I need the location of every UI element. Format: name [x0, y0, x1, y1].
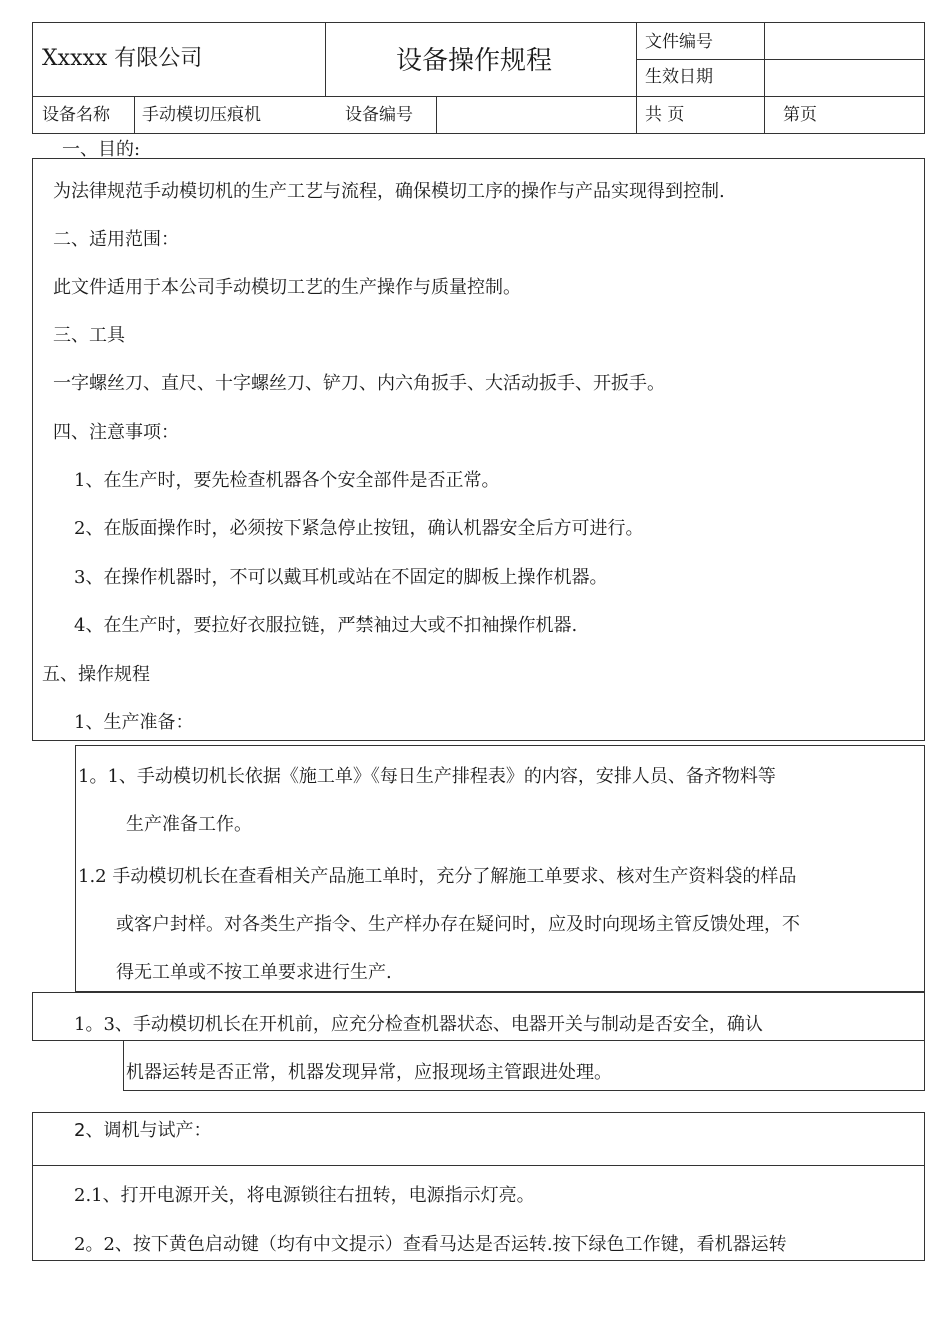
company-name: Xxxxx 有限公司 — [42, 46, 203, 71]
header-row-divider — [32, 96, 925, 97]
prep-heading: 1、生产准备： — [74, 712, 194, 733]
tools-text: 一字螺丝刀、直尺、十字螺丝刀、铲刀、内六角扳手、大活动扳手、开扳手。 — [53, 373, 665, 394]
effective-date-label: 生效日期 — [645, 67, 713, 87]
header-col-divider — [325, 22, 326, 96]
purpose-text: 为法律规范手动模切机的生产工艺与流程，确保模切工序的操作与产品实现得到控制. — [53, 181, 725, 202]
prep-1-2-line2: 或客户封样。对各类生产指令、生产样办存在疑问时，应及时向现场主管反馈处理，不 — [116, 914, 800, 935]
adjust-heading — [74, 1120, 211, 1142]
page-number-label: 第页 — [783, 105, 817, 125]
prep-1-1-line2: 生产准备工作。 — [126, 814, 252, 835]
device-number-label: 设备编号 — [345, 105, 413, 125]
prep-1-2-line1: 1.2 手动模切机长在查看相关产品施工单时，充分了解施工单要求、核对生产资料袋的样品 — [78, 866, 797, 887]
header-col-divider — [636, 22, 637, 134]
device-name-value: 手动模切压痕机 — [142, 105, 261, 125]
prep-1-2-line3: 得无工单或不按工单要求进行生产. — [116, 962, 392, 983]
prep-1-3-line1: 1。3、手动模切机长在开机前，应充分检查机器状态、电器开关与制动是否安全，确认 — [74, 1014, 763, 1035]
device-name-label: 设备名称 — [42, 105, 110, 125]
page-title: 设备操作规程 — [396, 46, 553, 76]
scope-heading: 二、适用范围： — [53, 229, 179, 250]
adjust-2-1: 2.1、打开电源开关，将电源锁往右扭转，电源指示灯亮。 — [74, 1185, 535, 1206]
note-item: 2、在版面操作时，必须按下紧急停止按钮，确认机器安全后方可进行。 — [74, 518, 644, 539]
adjust-left-divider — [32, 1140, 33, 1165]
adjust-2-2: 2。2、按下黄色启动键（均有中文提示）查看马达是否运转.按下绿色工作键，看机器运转 — [74, 1234, 787, 1255]
note-item: 3、在操作机器时，不可以戴耳机或站在不固定的脚板上操作机器。 — [74, 567, 608, 588]
note-item: 4、在生产时，要拉好衣服拉链，严禁袖过大或不扣袖操作机器. — [74, 615, 578, 636]
procedure-heading: 五、操作规程 — [42, 664, 150, 685]
adjust-heading-number: 2 — [74, 1120, 86, 1141]
header-col-divider — [764, 22, 765, 134]
adjust-right-divider — [924, 1140, 925, 1165]
header-col-divider — [436, 96, 437, 134]
total-pages-label: 共 页 — [645, 105, 685, 125]
prep-1-1-line1: 1。1、手动模切机长依据《施工单》《每日生产排程表》的内容，安排人员、备齐物料等 — [78, 766, 776, 787]
scope-text: 此文件适用于本公司手动模切工艺的生产操作与质量控制。 — [53, 277, 521, 298]
adjust-row-divider — [32, 1165, 925, 1166]
header-cell-divider — [636, 59, 925, 60]
header-col-divider — [134, 96, 135, 134]
adjust-heading-text: 、调机与试产： — [85, 1120, 212, 1141]
prep-1-3-line2: 机器运转是否正常，机器发现异常，应报现场主管跟进处理。 — [126, 1062, 612, 1083]
note-item: 1、在生产时，要先检查机器各个安全部件是否正常。 — [74, 470, 500, 491]
purpose-heading: 一、目的: — [62, 139, 141, 160]
doc-number-label: 文件编号 — [645, 32, 713, 52]
notes-heading: 四、注意事项： — [53, 422, 179, 443]
tools-heading: 三、工具 — [53, 325, 125, 346]
